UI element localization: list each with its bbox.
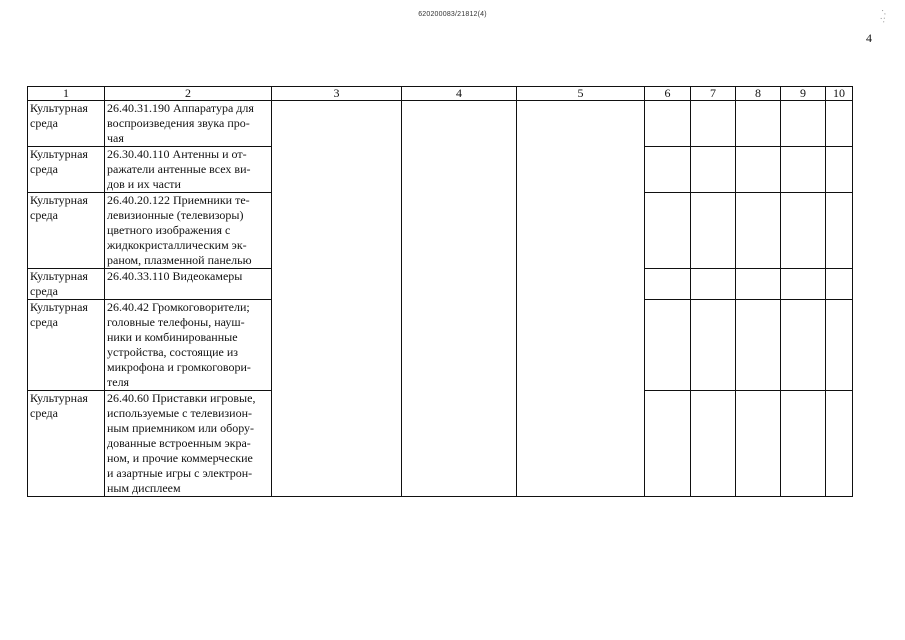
empty-cell (736, 269, 781, 300)
empty-cell (826, 147, 853, 193)
empty-cell (736, 391, 781, 497)
empty-cell (736, 300, 781, 391)
column-header: 10 (826, 87, 853, 101)
category-cell: Культурная среда (28, 300, 105, 391)
empty-cell (645, 391, 691, 497)
item-cell: 26.40.60 Приставки игровые, используемые с телевизион- ным приемником или обору- дованные встроенным экра- ном, и прочие коммерческие и азартные игры с электрон- ным дисплеем (105, 391, 272, 497)
empty-cell (826, 300, 853, 391)
column-header: 7 (691, 87, 736, 101)
category-cell: Культурная среда (28, 391, 105, 497)
category-cell: Культурная среда (28, 101, 105, 147)
empty-cell (781, 391, 826, 497)
item-cell: 26.40.31.190 Аппаратура для воспроизведения звука про- чая (105, 101, 272, 147)
empty-cell (736, 193, 781, 269)
empty-cell (402, 101, 517, 497)
empty-cell (645, 300, 691, 391)
column-header: 1 (28, 87, 105, 101)
page-number: 4 (866, 31, 872, 45)
item-cell: 26.40.33.110 Видеокамеры (105, 269, 272, 300)
column-header: 9 (781, 87, 826, 101)
empty-cell (645, 269, 691, 300)
item-cell: 26.40.20.122 Приемники те- левизионные (телевизоры) цветного изображения с жидкокристаллическим эк- раном, плазменной панелью (105, 193, 272, 269)
empty-cell (645, 193, 691, 269)
column-header: 8 (736, 87, 781, 101)
empty-cell (691, 147, 736, 193)
document-code: 620200083/21812(4) (418, 11, 487, 18)
table-row (28, 101, 853, 147)
empty-cell (645, 147, 691, 193)
empty-cell (826, 101, 853, 147)
empty-cell (691, 391, 736, 497)
empty-cell (781, 193, 826, 269)
empty-cell (826, 269, 853, 300)
empty-cell (736, 101, 781, 147)
empty-cell (645, 101, 691, 147)
column-header: 6 (645, 87, 691, 101)
empty-cell (781, 147, 826, 193)
item-cell: 26.30.40.110 Антенны и от- ражатели антенные всех ви- дов и их части (105, 147, 272, 193)
header-row (28, 87, 853, 101)
empty-cell (691, 300, 736, 391)
empty-cell (826, 391, 853, 497)
empty-cell (691, 193, 736, 269)
column-header: 2 (105, 87, 272, 101)
item-cell: 26.40.42 Громкоговорители; головные телефоны, науш- ники и комбинированные устройства, состоящие из микрофона и громкоговори- теля (105, 300, 272, 391)
column-header: 5 (517, 87, 645, 101)
empty-cell (691, 269, 736, 300)
empty-cell (736, 147, 781, 193)
column-header: 3 (272, 87, 402, 101)
category-cell: Культурная среда (28, 193, 105, 269)
empty-cell (781, 101, 826, 147)
empty-cell (517, 101, 645, 497)
empty-cell (781, 269, 826, 300)
empty-cell (781, 300, 826, 391)
column-header: 4 (402, 87, 517, 101)
scan-artifact-icon: ·. ·: (878, 5, 888, 26)
empty-cell (826, 193, 853, 269)
empty-cell (272, 101, 402, 497)
main-table (27, 86, 853, 497)
category-cell: Культурная среда (28, 147, 105, 193)
category-cell: Культурная среда (28, 269, 105, 300)
empty-cell (691, 101, 736, 147)
